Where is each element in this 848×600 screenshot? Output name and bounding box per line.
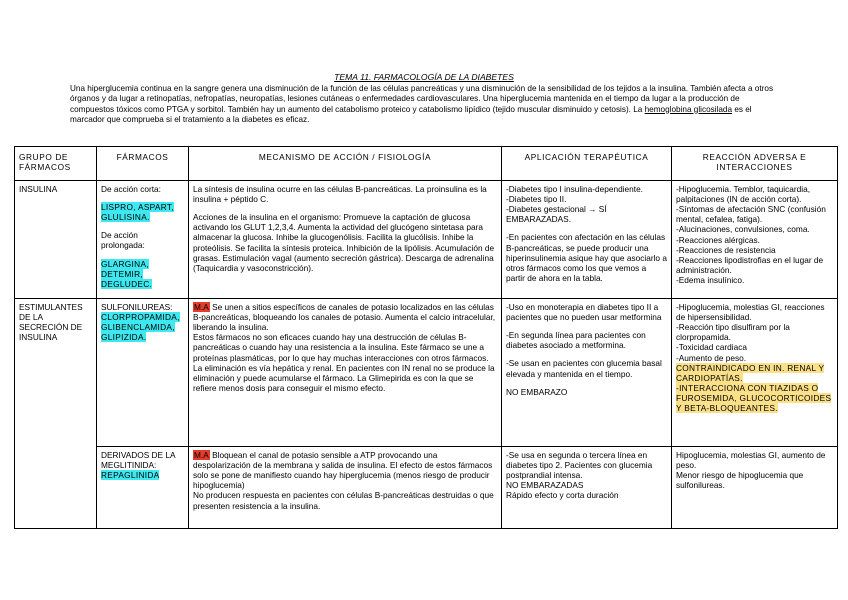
application-text: -Se usa en segunda o tercera línea en diabetes tipo 2. Pacientes con glucemia postprandial intensa. — [506, 450, 653, 481]
mechanism-text: Acciones de la insulina en el organismo: Promueve la captación de glucosa activando los GLUT 1,2,3,4. Aumenta la actividad del glucógeno sintetasa para almacenar la glucosa. Inhibe la glucogenólisis. Facilita la glucólisis. Inhibe la proteólisis. Se facilita la síntesis proteica. Inhibición de la lipólisis. Acumulación de grasas. Estimulación vagal (aumento secreción gástrica). Descarga de adrenalina (Taquicardia y vasoconstricción). — [193, 212, 495, 273]
adverse-text: Hipoglucemia, molestias GI, aumento de peso. — [676, 450, 826, 471]
adverse-text: -Toxicidad cardiaca — [676, 342, 748, 353]
adverse-cell — [672, 299, 838, 447]
group-cell: INSULINA — [15, 181, 97, 299]
table-row-meglitinidas — [15, 447, 838, 529]
application-cell — [502, 181, 672, 299]
drug-label: SULFONILUREAS: — [101, 302, 173, 312]
mechanism-text: Bloquean el canal de potasio sensible a ATP provocando una despolarización de la membrana y salida de insulina. El efecto de estos fármacos solo se pone de manifiesto cuando hay hiperglucemia (menos riesgo de producir hipoglucemia) — [193, 450, 493, 491]
ma-badge: M.A — [194, 302, 209, 312]
adverse-text: -Reacciones de resistencia — [676, 244, 776, 255]
application-text: -Diabetes gestacional → SÍ EMBARAZADAS. — [506, 204, 607, 225]
application-text: -En segunda línea para pacientes con diabetes asociado a metformina. — [506, 330, 646, 351]
drugs-cell — [97, 299, 189, 447]
mechanism-cell — [189, 181, 502, 299]
ma-badge: M.A — [194, 450, 209, 460]
mechanism-text: La síntesis de insulina ocurre en las células B-pancreáticas. La proinsulina es la insulina + péptido C. — [193, 184, 487, 205]
drugs-cell — [97, 447, 189, 529]
adverse-text: -Hipoglucemia, molestias GI, reacciones de hipersensibilidad. — [676, 302, 825, 323]
adverse-text: -Reacciones alérgicas. — [676, 234, 760, 245]
application-text: -Diabetes tipo II. — [506, 194, 567, 205]
application-text: Rápido efecto y corta duración — [506, 490, 619, 501]
group-cell: ESTIMULANTES DE LA SECRECIÓN DE INSULINA — [15, 299, 97, 529]
application-text: NO EMBARAZADAS — [506, 480, 584, 491]
adverse-text: -Reacción tipo disulfiram por la clorpropamida. — [676, 322, 790, 343]
drug-highlight: CLORPROPAMIDA, GLIBENCLAMIDA, GLIPIZIDA. — [101, 312, 180, 343]
application-text: -En pacientes con afectación en las células B-pancreáticas, se puede producir una hiperinsulinemia asique hay que asociarlo a otros fármacos como los que vemos a partir de ahora en la tabla. — [506, 232, 667, 283]
page-title: TEMA 11. FARMACOLOGÍA DE LA DIABETES — [334, 72, 514, 82]
header-application: APLICACIÓN TERAPÉUTICA — [502, 147, 672, 181]
table-row-sulfonilureas — [15, 299, 838, 447]
intro-underlined-term: hemoglobina glicosilada — [644, 104, 733, 114]
adverse-cell — [672, 447, 838, 529]
mechanism-cell — [189, 299, 502, 447]
drug-highlight: LISPRO, ASPART, GLULISINA. — [101, 202, 174, 223]
application-text: -Diabetes tipo I insulina-dependiente. — [506, 184, 643, 194]
mechanism-text: Estos fármacos no son eficaces cuando hay una destrucción de células B-pancreáticas o cuando hay una resistencia a la insulina. Este fármaco se une a proteínas plasmáticas, por lo que hay muchas interacciones con otros fármacos. — [193, 332, 489, 363]
application-text: NO EMBARAZO — [506, 386, 568, 397]
intro-text-1: Una hiperglucemia continua en la sangre genera una disminución de la función de las células pancreáticas y una disminución de la sensibilidad de los tejidos a la insulina. También afecta a otros órganos y da lugar a retinopatías, nefropatías, neuropatías, lesiones cutáneas o enfermedades cardiovasculares. Una hiperglucemia mantenida en el tiempo da lugar a la producción de compuestos tóxicos como PTGA y sorbitol. También hay un aumento del catabolismo proteico y catabolismo lipídico (tejido muscular disminuido y cetosis). La — [70, 84, 774, 114]
drug-label: DERIVADOS DE LA MEGLITINIDA: — [101, 450, 176, 471]
adverse-text: -Alucinaciones, convulsiones, coma. — [676, 224, 810, 235]
intro-text-2: es el marcador que comprueba si el tratamiento a la diabetes es eficaz. — [70, 104, 752, 124]
adverse-cell — [672, 181, 838, 299]
table-row-insulina — [15, 181, 838, 299]
drug-label: De acción corta: — [101, 184, 161, 194]
adverse-text: -Edema insulínico. — [676, 274, 745, 285]
mechanism-text: La eliminación es vía hepática y renal. En pacientes con IN renal no se produce la eliminación y puede acumularse el fármaco. La Glimepirida es con la que se refiere menos dosis para conseguir el mismo efecto. — [193, 362, 495, 393]
mechanism-text: Se unen a sitios específicos de canales de potasio localizados en las células B-pancreáticas, bloqueando los canales de potasio. Aumenta el calcio intracelular, liberando la insulina. — [193, 302, 496, 333]
adverse-text: -Síntomas de afectación SNC (confusión mental, cefalea, fatiga). — [676, 204, 826, 225]
adverse-text: -Aumento de peso. — [676, 352, 747, 363]
table-header-row — [15, 147, 838, 181]
adverse-text: -Hipoglucemia. Temblor, taquicardia, palpitaciones (IN de acción corta). — [676, 184, 811, 205]
adverse-highlight: CONTRAINDICADO EN IN. RENAL Y CARDIOPATÍAS. — [676, 362, 825, 383]
mechanism-text: No producen respuesta en pacientes con células B-pancreáticas destruidas o que presenten resistencia a la insulina. — [193, 490, 494, 511]
drugs-cell — [97, 181, 189, 299]
header-mechanism: MECANISMO DE ACCIÓN / FISIOLOGÍA — [189, 147, 502, 181]
application-text: -Uso en monoterapia en diabetes tipo II a pacientes que no pueden usar metformina — [506, 302, 662, 323]
mechanism-cell — [189, 447, 502, 529]
drug-highlight: REPAGLINIDA — [101, 470, 160, 481]
header-adverse: REACCIÓN ADVERSA E INTERACCIONES — [672, 147, 838, 181]
drug-label: De acción prolongada: — [101, 230, 145, 251]
drug-highlight: GLARGINA, DETEMIR, DEGLUDEC. — [101, 258, 153, 289]
header-group: GRUPO DE FÁRMACOS — [15, 147, 97, 181]
adverse-text: Menor riesgo de hipoglucemia que sulfonilureas. — [676, 470, 804, 491]
header-drugs: FÁRMACOS — [97, 147, 189, 181]
application-text: -Se usan en pacientes con glucemia basal elevada y mantenida en el tiempo. — [506, 358, 662, 379]
intro-paragraph — [70, 84, 775, 125]
adverse-highlight: -INTERACCIONA CON TIAZIDAS O FUROSEMIDA, GLUCOCORTICOIDES Y BETA-BLOQUEANTES. — [676, 382, 832, 414]
application-cell — [502, 299, 672, 447]
pharmacology-table — [14, 146, 838, 529]
adverse-text: -Reacciones lipodistrofias en el lugar de administración. — [676, 254, 824, 275]
application-cell — [502, 447, 672, 529]
